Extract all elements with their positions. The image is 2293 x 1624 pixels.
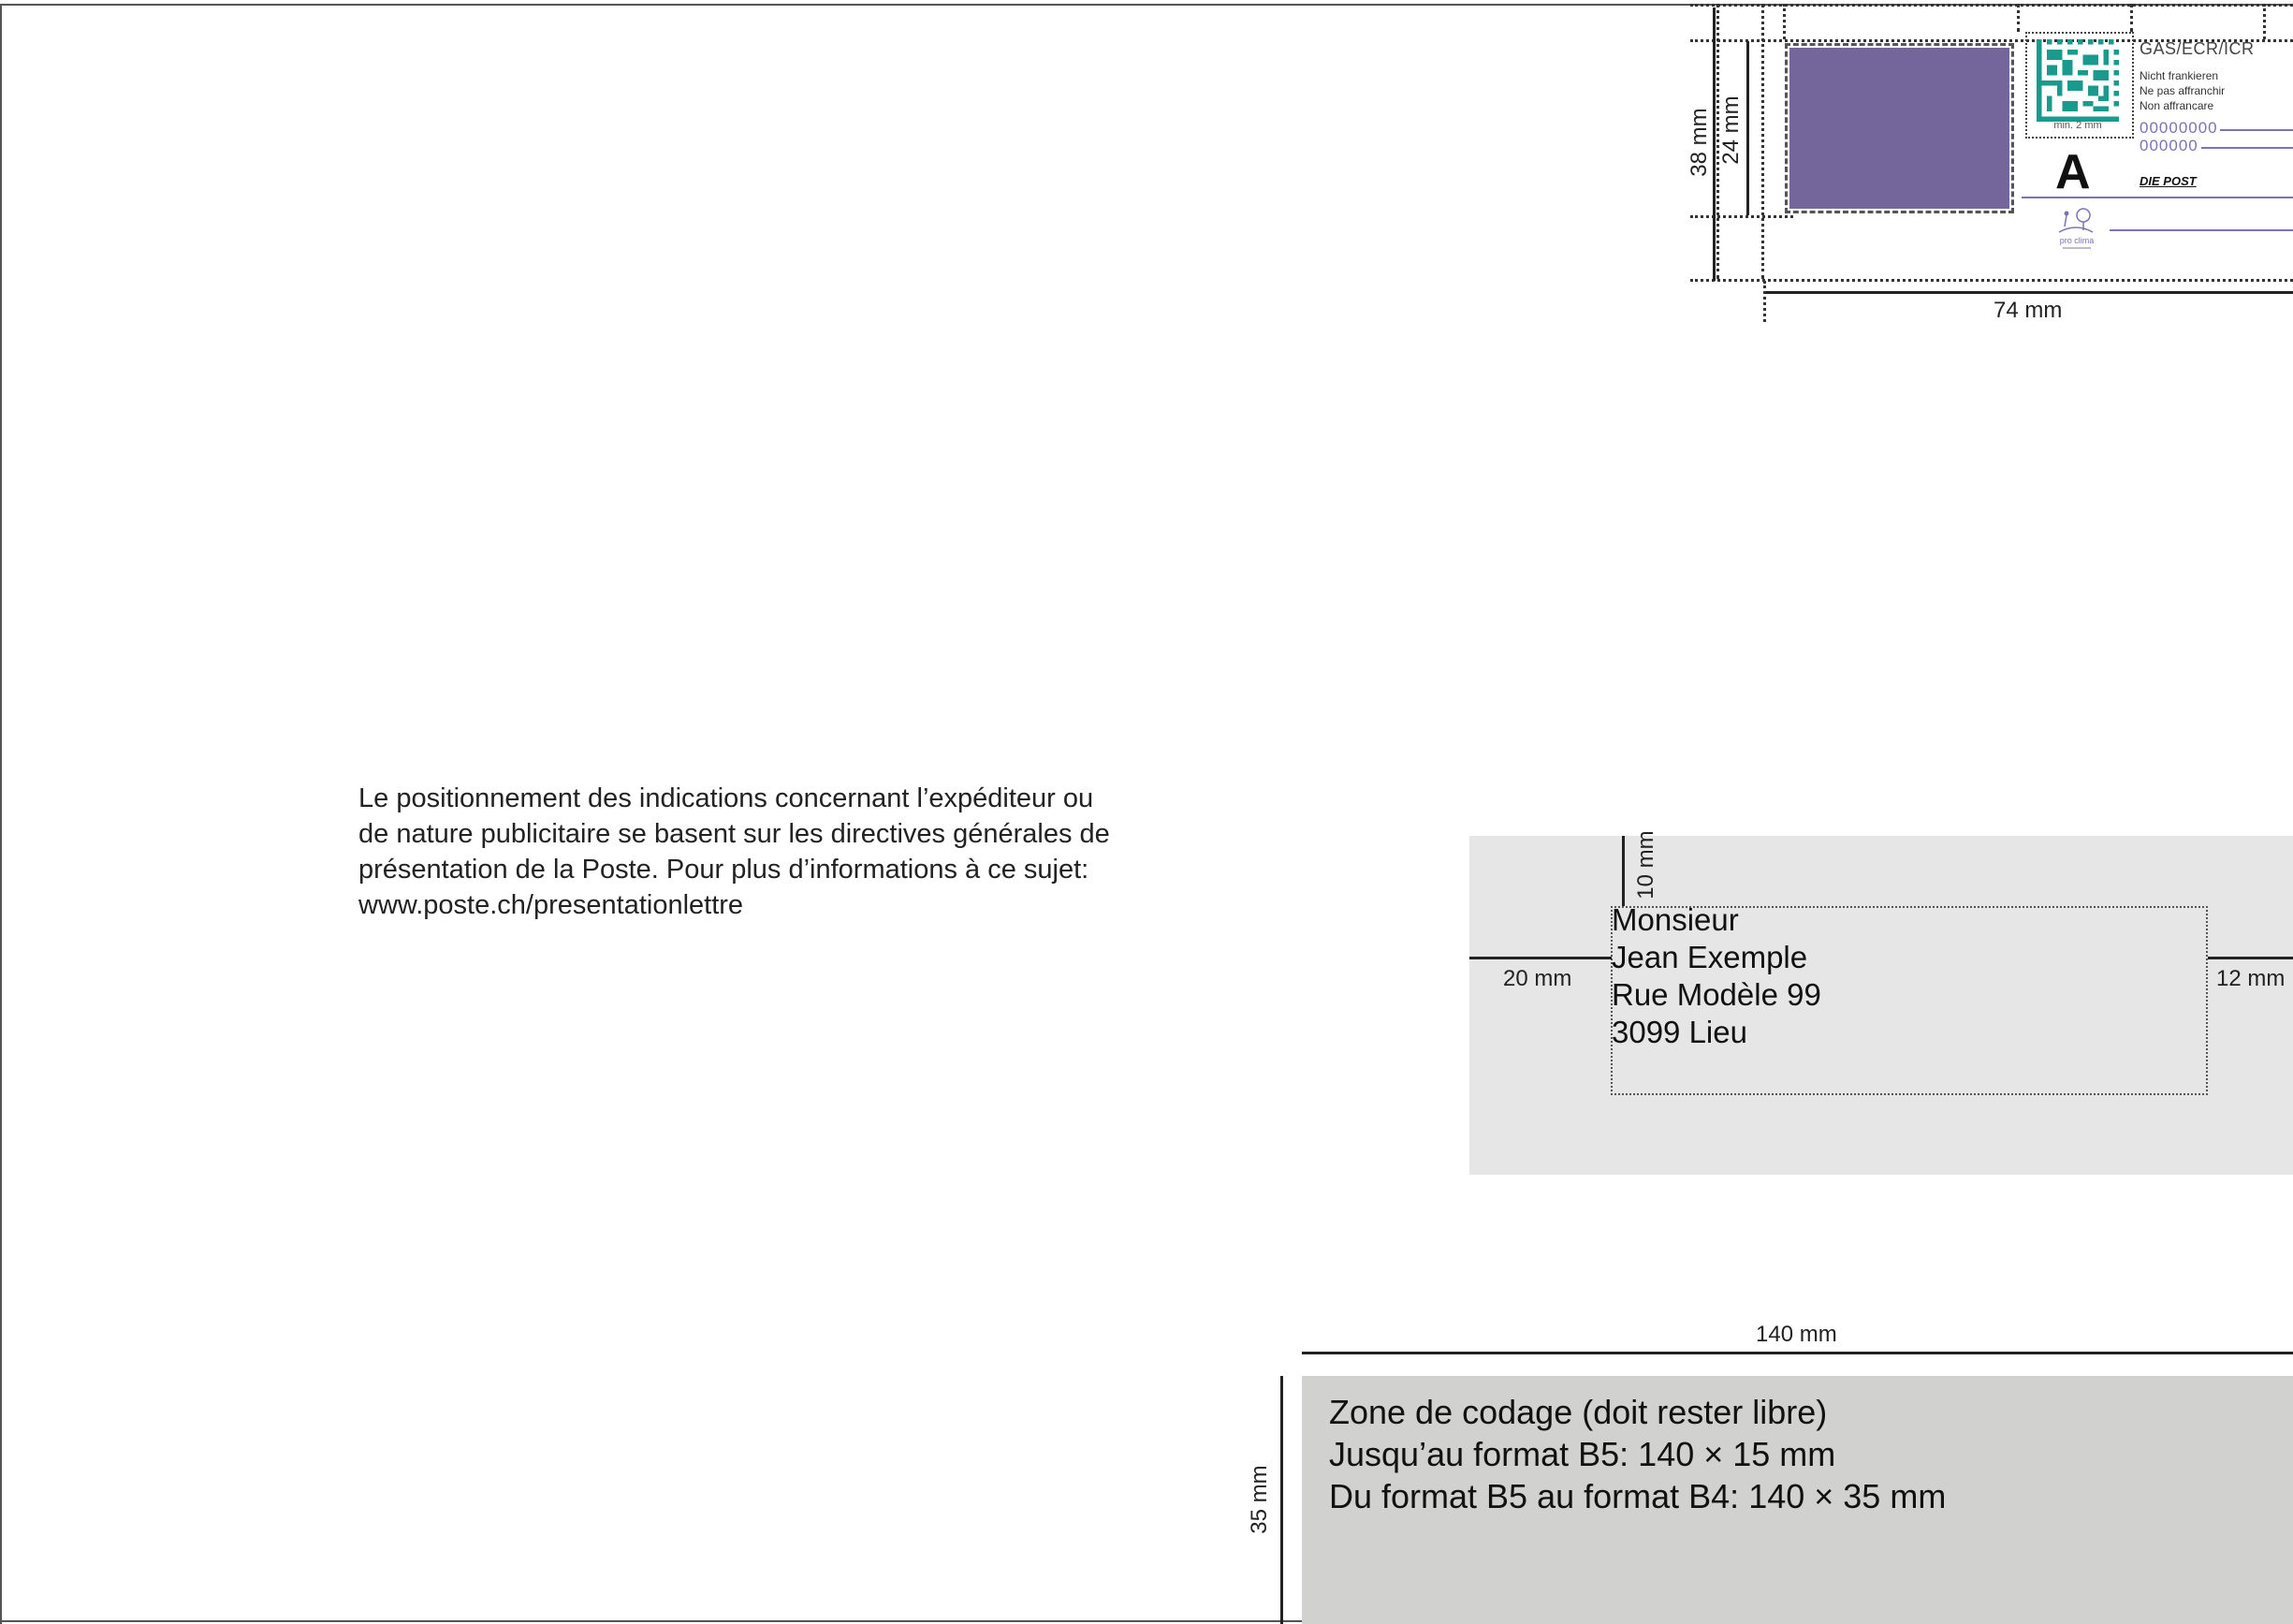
label-74mm: 74 mm — [1994, 298, 2063, 323]
coding-zone-line: Du format B5 au format B4: 140 × 35 mm — [1329, 1477, 1947, 1515]
franking-number: 00000000 — [2140, 119, 2218, 137]
address-line: Rue Modèle 99 — [1612, 977, 1821, 1012]
stamp-guide-line — [2017, 4, 2020, 32]
measure-line-140mm — [1302, 1352, 2293, 1354]
measure-line-35mm — [1280, 1376, 1283, 1624]
label-38mm: 38 mm — [1687, 108, 1712, 177]
label-24mm: 24 mm — [1718, 95, 1744, 165]
priority-letter: A — [2055, 145, 2091, 199]
measure-line-38mm — [1713, 7, 1716, 281]
page-border-left — [0, 4, 2, 1624]
address-guide-line — [2110, 229, 2293, 231]
label-140mm: 140 mm — [1756, 1322, 1837, 1347]
qr-min-label: min. 2 mm — [2053, 120, 2102, 131]
svg-text:pro clima: pro clima — [2059, 236, 2095, 245]
franking-note: Non affrancare — [2140, 99, 2214, 112]
stamp-guide-line — [1761, 4, 1764, 279]
label-12mm: 12 mm — [2216, 966, 2286, 991]
gas-label: GAS/ECR/ICR — [2140, 39, 2255, 58]
stamp-guide-line — [1783, 4, 1786, 39]
address-line: Monsieur — [1612, 902, 1739, 937]
franking-note: Nicht frankieren — [2140, 69, 2219, 82]
intro-line: de nature publicitaire se basent sur les directives générales de — [358, 819, 1110, 849]
label-20mm: 20 mm — [1503, 966, 1572, 991]
intro-line: présentation de la Poste. Pour plus d’informations à ce sujet: — [358, 855, 1089, 885]
measure-line-20mm — [1469, 957, 1612, 959]
address-line: Jean Exemple — [1612, 940, 1808, 974]
coding-zone-line: Jusqu’au format B5: 140 × 15 mm — [1329, 1435, 1836, 1473]
measure-line-74mm — [1763, 291, 2293, 294]
stamp-guide-line — [2130, 4, 2133, 32]
label-10mm: 10 mm — [1633, 830, 1658, 900]
measure-line-12mm — [2208, 957, 2293, 959]
pro-clima-logo — [2053, 206, 2100, 255]
address-line: 3099 Lieu — [1612, 1015, 1747, 1049]
datamatrix-code — [2037, 39, 2119, 122]
coding-zone-line: Zone de codage (doit rester libre) — [1329, 1393, 1828, 1431]
franking-number-line — [2201, 147, 2293, 149]
stamp-guide-line — [1763, 281, 1766, 322]
stamp-guide-line — [1690, 4, 2293, 7]
measure-line-24mm — [1746, 41, 1749, 215]
intro-line: Le positionnement des indications concernant l’expéditeur ou — [358, 783, 1094, 813]
measure-line-10mm — [1622, 836, 1625, 906]
address-guide-line — [2022, 197, 2293, 198]
label-35mm: 35 mm — [1247, 1465, 1272, 1534]
intro-paragraph — [358, 781, 1163, 923]
stamp-guide-line — [1690, 215, 1793, 218]
stamp-image — [1789, 48, 2009, 209]
franking-number-line — [2220, 129, 2293, 131]
die-post-logo: DIE POST — [2140, 174, 2197, 188]
stamp-guide-line — [2263, 4, 2266, 39]
franking-number: 000000 — [2140, 137, 2198, 154]
franking-note: Ne pas affranchir — [2140, 84, 2226, 97]
intro-line: www.poste.ch/presentationlettre — [358, 890, 744, 920]
stamp-guide-line — [1690, 279, 2293, 282]
